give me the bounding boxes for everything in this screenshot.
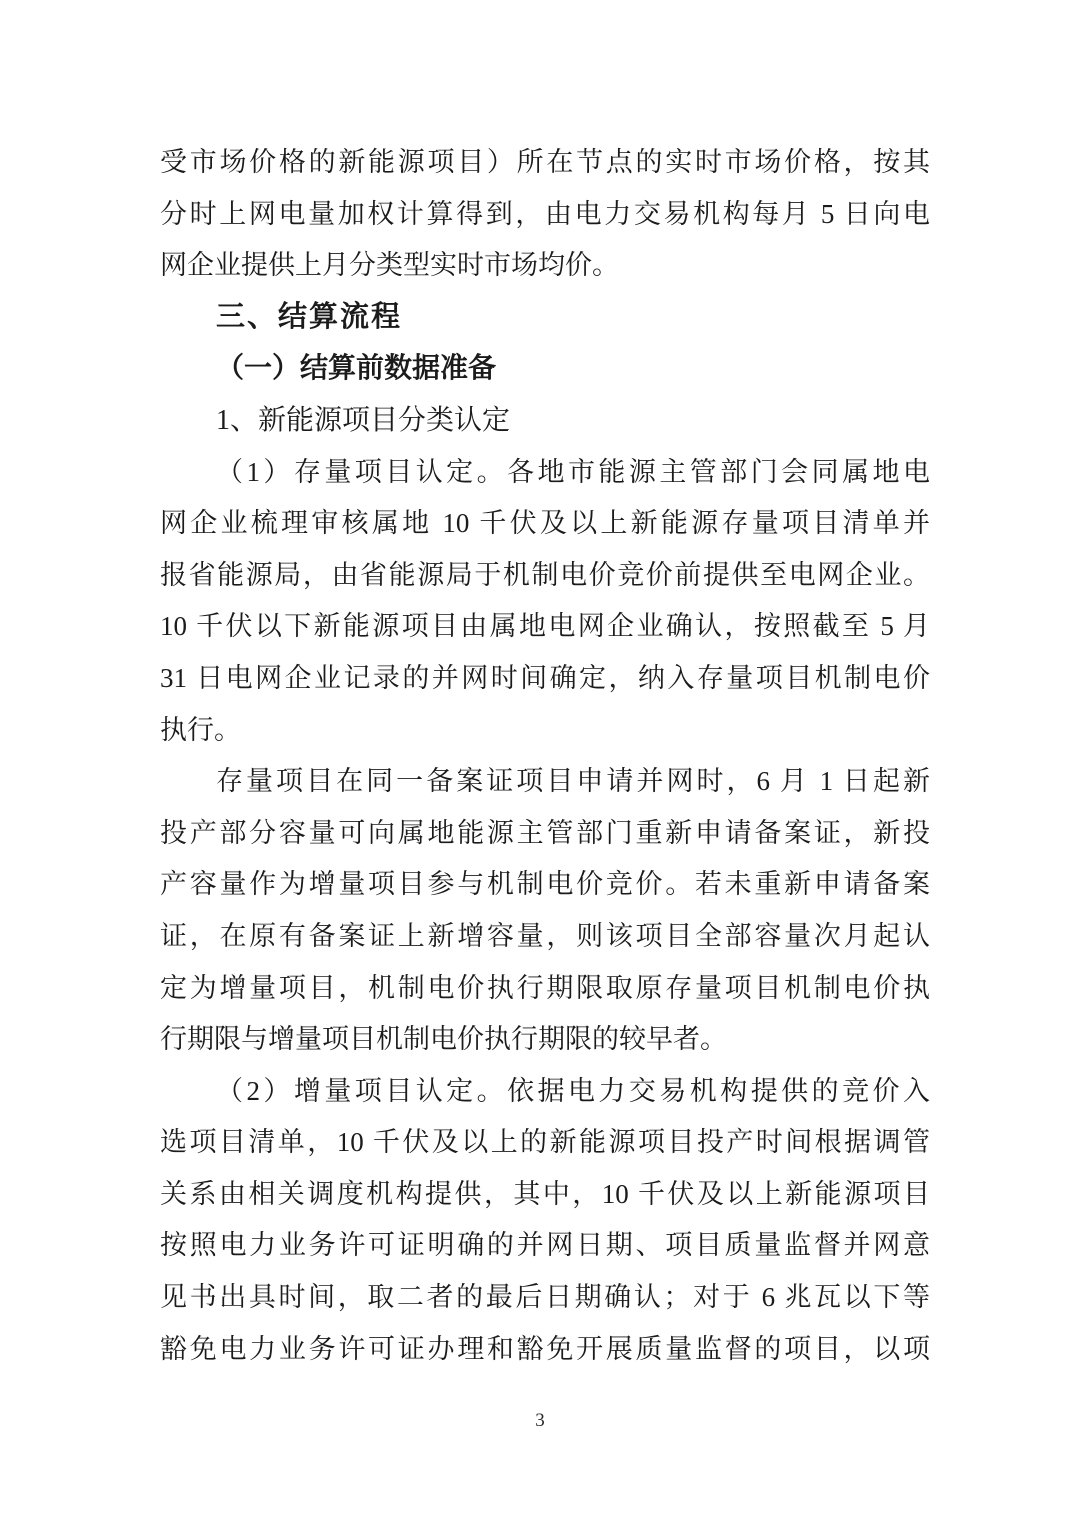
- text-line: 报省能源局，由省能源局于机制电价竞价前提供至电网企业。: [160, 559, 930, 590]
- text-line: 关系由相关调度机构提供，其中，10 千伏及以上新能源项目: [160, 1178, 930, 1209]
- heading-level-2: （一）结算前数据准备: [216, 353, 497, 385]
- text-line: 受市场价格的新能源项目）所在节点的实时市场价格，按其: [160, 147, 930, 177]
- text-line: 网企业提供上月分类型实时市场均价。: [160, 250, 619, 281]
- text-line: 行期限与增量项目机制电价执行期限的较早者。: [160, 1024, 727, 1055]
- text-line: 选项目清单，10 千伏及以上的新能源项目投产时间根据调管: [160, 1127, 930, 1158]
- document-body: [160, 137, 930, 1375]
- text-line: 定为增量项目，机制电价执行期限取原存量项目机制电价执: [160, 972, 930, 1003]
- text-line: 执行。: [160, 714, 241, 745]
- heading-level-1: 三、结算流程: [216, 300, 403, 333]
- page-number: 3: [535, 1410, 545, 1431]
- text-line: 按照电力业务许可证明确的并网日期、项目质量监督并网意: [160, 1230, 930, 1261]
- text-line: 10 千伏以下新能源项目由属地电网企业确认，按照截至 5 月: [160, 611, 930, 642]
- text-line: 见书出具时间，取二者的最后日期确认；对于 6 兆瓦以下等: [160, 1282, 930, 1313]
- text-line: 产容量作为增量项目参与机制电价竞价。若未重新申请备案: [160, 869, 930, 900]
- text-line: （1）存量项目认定。各地市能源主管部门会同属地电: [216, 456, 930, 487]
- text-line: 投产部分容量可向属地能源主管部门重新申请备案证，新投: [160, 817, 930, 848]
- text-line: 网企业梳理审核属地 10 千伏及以上新能源存量项目清单并: [160, 508, 930, 539]
- heading-level-3: 1、新能源项目分类认定: [216, 404, 511, 436]
- text-line: （2）增量项目认定。依据电力交易机构提供的竞价入: [216, 1075, 930, 1106]
- text-line: 存量项目在同一备案证项目申请并网时，6 月 1 日起新: [216, 766, 930, 797]
- text-line: 豁免电力业务许可证办理和豁免开展质量监督的项目，以项: [160, 1333, 930, 1364]
- text-line: 31 日电网企业记录的并网时间确定，纳入存量项目机制电价: [160, 662, 930, 693]
- text-line: 分时上网电量加权计算得到，由电力交易机构每月 5 日向电: [160, 198, 930, 229]
- text-line: 证，在原有备案证上新增容量，则该项目全部容量次月起认: [160, 920, 930, 951]
